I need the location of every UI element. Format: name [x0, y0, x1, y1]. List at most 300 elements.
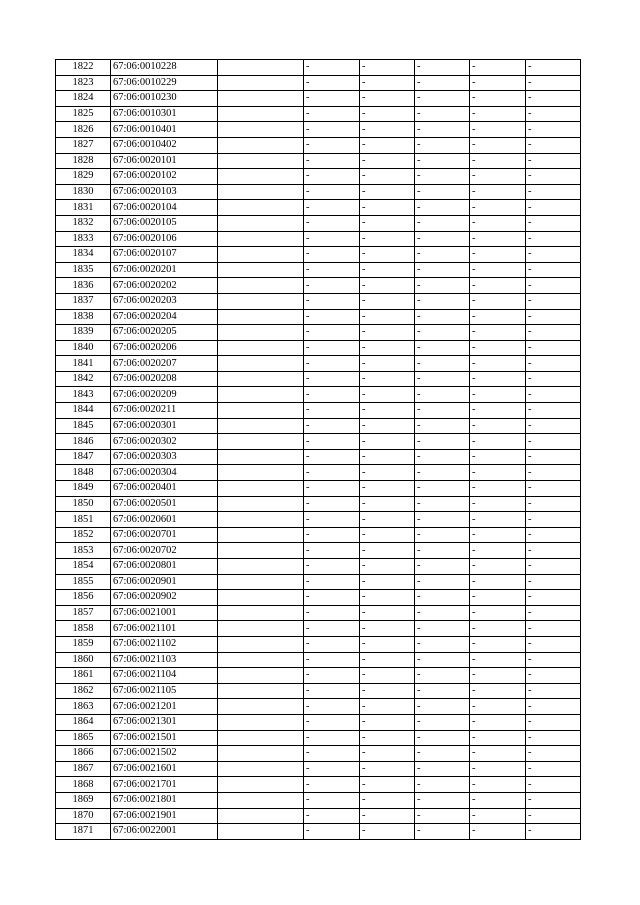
row-number-cell: 1831	[56, 200, 111, 216]
value-cell-2: -	[360, 418, 415, 434]
value-cell-3: -	[415, 403, 470, 419]
cadastral-code-cell: 67:06:0020209	[111, 387, 218, 403]
value-cell-1: -	[304, 91, 360, 107]
cadastral-code-cell: 67:06:0020201	[111, 262, 218, 278]
row-number-cell: 1823	[56, 75, 111, 91]
cadastral-code-cell: 67:06:0020103	[111, 184, 218, 200]
value-cell-3: -	[415, 559, 470, 575]
value-cell-3: -	[415, 122, 470, 138]
value-cell-2: -	[360, 746, 415, 762]
description-cell	[218, 824, 304, 840]
value-cell-2: -	[360, 465, 415, 481]
value-cell-2: -	[360, 792, 415, 808]
value-cell-4: -	[470, 621, 526, 637]
table-row	[56, 356, 581, 372]
value-cell-1: -	[304, 527, 360, 543]
value-cell-5: -	[526, 418, 581, 434]
value-cell-4: -	[470, 668, 526, 684]
value-cell-3: -	[415, 247, 470, 263]
description-cell	[218, 683, 304, 699]
value-cell-5: -	[526, 60, 581, 76]
value-cell-5: -	[526, 434, 581, 450]
description-cell	[218, 60, 304, 76]
value-cell-4: -	[470, 356, 526, 372]
value-cell-2: -	[360, 91, 415, 107]
value-cell-1: -	[304, 371, 360, 387]
value-cell-2: -	[360, 512, 415, 528]
value-cell-1: -	[304, 449, 360, 465]
description-cell	[218, 247, 304, 263]
row-number-cell: 1824	[56, 91, 111, 107]
table-row	[56, 730, 581, 746]
table-row	[56, 75, 581, 91]
value-cell-3: -	[415, 761, 470, 777]
value-cell-1: -	[304, 746, 360, 762]
value-cell-5: -	[526, 340, 581, 356]
table-row	[56, 574, 581, 590]
value-cell-2: -	[360, 777, 415, 793]
row-number-cell: 1834	[56, 247, 111, 263]
value-cell-1: -	[304, 75, 360, 91]
row-number-cell: 1861	[56, 668, 111, 684]
value-cell-4: -	[470, 636, 526, 652]
description-cell	[218, 434, 304, 450]
table-row	[56, 60, 581, 76]
cadastral-code-cell: 67:06:0010301	[111, 106, 218, 122]
value-cell-1: -	[304, 730, 360, 746]
value-cell-5: -	[526, 106, 581, 122]
value-cell-2: -	[360, 730, 415, 746]
table-row	[56, 122, 581, 138]
table-row	[56, 169, 581, 185]
row-number-cell: 1858	[56, 621, 111, 637]
value-cell-5: -	[526, 792, 581, 808]
value-cell-5: -	[526, 621, 581, 637]
value-cell-1: -	[304, 137, 360, 153]
row-number-cell: 1833	[56, 231, 111, 247]
table-row	[56, 106, 581, 122]
cadastral-code-cell: 67:06:0020101	[111, 153, 218, 169]
value-cell-4: -	[470, 184, 526, 200]
value-cell-1: -	[304, 200, 360, 216]
value-cell-1: -	[304, 808, 360, 824]
value-cell-5: -	[526, 574, 581, 590]
table-row	[56, 824, 581, 840]
value-cell-1: -	[304, 714, 360, 730]
value-cell-5: -	[526, 496, 581, 512]
value-cell-1: -	[304, 184, 360, 200]
row-number-cell: 1836	[56, 278, 111, 294]
row-number-cell: 1862	[56, 683, 111, 699]
value-cell-5: -	[526, 746, 581, 762]
value-cell-4: -	[470, 730, 526, 746]
value-cell-5: -	[526, 247, 581, 263]
value-cell-1: -	[304, 309, 360, 325]
value-cell-4: -	[470, 137, 526, 153]
description-cell	[218, 808, 304, 824]
value-cell-5: -	[526, 465, 581, 481]
cadastral-code-cell: 67:06:0020801	[111, 559, 218, 575]
description-cell	[218, 418, 304, 434]
description-cell	[218, 668, 304, 684]
cadastral-code-cell: 67:06:0021801	[111, 792, 218, 808]
row-number-cell: 1828	[56, 153, 111, 169]
cadastral-code-cell: 67:06:0020206	[111, 340, 218, 356]
description-cell	[218, 574, 304, 590]
row-number-cell: 1841	[56, 356, 111, 372]
value-cell-2: -	[360, 761, 415, 777]
description-cell	[218, 590, 304, 606]
row-number-cell: 1857	[56, 605, 111, 621]
table-row	[56, 683, 581, 699]
value-cell-4: -	[470, 418, 526, 434]
row-number-cell: 1845	[56, 418, 111, 434]
cadastral-code-cell: 67:06:0020501	[111, 496, 218, 512]
value-cell-3: -	[415, 527, 470, 543]
cadastral-code-cell: 67:06:0021701	[111, 777, 218, 793]
value-cell-1: -	[304, 356, 360, 372]
value-cell-2: -	[360, 153, 415, 169]
table-row	[56, 527, 581, 543]
row-number-cell: 1837	[56, 293, 111, 309]
value-cell-2: -	[360, 434, 415, 450]
value-cell-4: -	[470, 340, 526, 356]
value-cell-2: -	[360, 106, 415, 122]
value-cell-1: -	[304, 215, 360, 231]
value-cell-3: -	[415, 309, 470, 325]
description-cell	[218, 387, 304, 403]
value-cell-2: -	[360, 387, 415, 403]
value-cell-5: -	[526, 683, 581, 699]
value-cell-4: -	[470, 106, 526, 122]
value-cell-2: -	[360, 75, 415, 91]
value-cell-5: -	[526, 543, 581, 559]
cadastral-code-cell: 67:06:0020107	[111, 247, 218, 263]
value-cell-3: -	[415, 699, 470, 715]
cadastral-code-cell: 67:06:0021101	[111, 621, 218, 637]
table-row	[56, 808, 581, 824]
row-number-cell: 1859	[56, 636, 111, 652]
value-cell-2: -	[360, 481, 415, 497]
value-cell-2: -	[360, 215, 415, 231]
description-cell	[218, 792, 304, 808]
description-cell	[218, 137, 304, 153]
cadastral-code-cell: 67:06:0021104	[111, 668, 218, 684]
row-number-cell: 1838	[56, 309, 111, 325]
value-cell-5: -	[526, 169, 581, 185]
value-cell-3: -	[415, 824, 470, 840]
cadastral-code-cell: 67:06:0020902	[111, 590, 218, 606]
row-number-cell: 1866	[56, 746, 111, 762]
description-cell	[218, 231, 304, 247]
row-number-cell: 1864	[56, 714, 111, 730]
value-cell-1: -	[304, 496, 360, 512]
row-number-cell: 1863	[56, 699, 111, 715]
description-cell	[218, 371, 304, 387]
value-cell-3: -	[415, 278, 470, 294]
cadastral-code-cell: 67:06:0020401	[111, 481, 218, 497]
table-row	[56, 481, 581, 497]
description-cell	[218, 699, 304, 715]
table-row	[56, 668, 581, 684]
value-cell-5: -	[526, 481, 581, 497]
value-cell-5: -	[526, 293, 581, 309]
value-cell-5: -	[526, 309, 581, 325]
value-cell-4: -	[470, 543, 526, 559]
value-cell-3: -	[415, 434, 470, 450]
cadastral-code-cell: 67:06:0010228	[111, 60, 218, 76]
value-cell-2: -	[360, 356, 415, 372]
value-cell-2: -	[360, 636, 415, 652]
description-cell	[218, 527, 304, 543]
cadastral-code-cell: 67:06:0020701	[111, 527, 218, 543]
value-cell-1: -	[304, 761, 360, 777]
value-cell-1: -	[304, 559, 360, 575]
description-cell	[218, 761, 304, 777]
cadastral-code-cell: 67:06:0021001	[111, 605, 218, 621]
value-cell-2: -	[360, 605, 415, 621]
value-cell-3: -	[415, 808, 470, 824]
value-cell-4: -	[470, 325, 526, 341]
table-row	[56, 465, 581, 481]
value-cell-1: -	[304, 247, 360, 263]
cadastral-code-cell: 67:06:0010401	[111, 122, 218, 138]
description-cell	[218, 714, 304, 730]
description-cell	[218, 325, 304, 341]
row-number-cell: 1847	[56, 449, 111, 465]
description-cell	[218, 621, 304, 637]
table-row	[56, 652, 581, 668]
cadastral-code-cell: 67:06:0020102	[111, 169, 218, 185]
value-cell-2: -	[360, 340, 415, 356]
cadastral-code-cell: 67:06:0021201	[111, 699, 218, 715]
value-cell-3: -	[415, 730, 470, 746]
table-row	[56, 137, 581, 153]
cadastral-code-cell: 67:06:0020205	[111, 325, 218, 341]
value-cell-1: -	[304, 621, 360, 637]
value-cell-4: -	[470, 559, 526, 575]
value-cell-1: -	[304, 574, 360, 590]
value-cell-1: -	[304, 278, 360, 294]
value-cell-4: -	[470, 496, 526, 512]
value-cell-4: -	[470, 527, 526, 543]
value-cell-5: -	[526, 262, 581, 278]
table-row	[56, 262, 581, 278]
value-cell-5: -	[526, 559, 581, 575]
value-cell-3: -	[415, 543, 470, 559]
value-cell-1: -	[304, 481, 360, 497]
value-cell-2: -	[360, 137, 415, 153]
row-number-cell: 1851	[56, 512, 111, 528]
value-cell-1: -	[304, 262, 360, 278]
table-row	[56, 636, 581, 652]
description-cell	[218, 262, 304, 278]
value-cell-3: -	[415, 231, 470, 247]
value-cell-5: -	[526, 356, 581, 372]
value-cell-2: -	[360, 559, 415, 575]
value-cell-3: -	[415, 106, 470, 122]
value-cell-3: -	[415, 574, 470, 590]
value-cell-3: -	[415, 137, 470, 153]
cadastral-code-cell: 67:06:0020208	[111, 371, 218, 387]
table-row	[56, 200, 581, 216]
row-number-cell: 1860	[56, 652, 111, 668]
value-cell-4: -	[470, 262, 526, 278]
value-cell-3: -	[415, 605, 470, 621]
description-cell	[218, 169, 304, 185]
row-number-cell: 1843	[56, 387, 111, 403]
description-cell	[218, 481, 304, 497]
value-cell-4: -	[470, 714, 526, 730]
value-cell-1: -	[304, 387, 360, 403]
value-cell-4: -	[470, 293, 526, 309]
value-cell-4: -	[470, 824, 526, 840]
table-row	[56, 761, 581, 777]
value-cell-4: -	[470, 309, 526, 325]
row-number-cell: 1856	[56, 590, 111, 606]
description-cell	[218, 309, 304, 325]
table-row	[56, 559, 581, 575]
value-cell-5: -	[526, 605, 581, 621]
value-cell-3: -	[415, 481, 470, 497]
value-cell-2: -	[360, 293, 415, 309]
cadastral-code-cell: 67:06:0020202	[111, 278, 218, 294]
description-cell	[218, 293, 304, 309]
description-cell	[218, 730, 304, 746]
value-cell-3: -	[415, 792, 470, 808]
value-cell-3: -	[415, 215, 470, 231]
value-cell-5: -	[526, 761, 581, 777]
value-cell-5: -	[526, 231, 581, 247]
value-cell-1: -	[304, 605, 360, 621]
value-cell-2: -	[360, 527, 415, 543]
value-cell-4: -	[470, 169, 526, 185]
cadastral-code-cell: 67:06:0020207	[111, 356, 218, 372]
value-cell-5: -	[526, 808, 581, 824]
value-cell-4: -	[470, 761, 526, 777]
value-cell-2: -	[360, 621, 415, 637]
value-cell-3: -	[415, 60, 470, 76]
cadastral-code-cell: 67:06:0021105	[111, 683, 218, 699]
value-cell-2: -	[360, 808, 415, 824]
cadastral-code-cell: 67:06:0020104	[111, 200, 218, 216]
table-row	[56, 371, 581, 387]
value-cell-4: -	[470, 247, 526, 263]
value-cell-2: -	[360, 231, 415, 247]
value-cell-1: -	[304, 699, 360, 715]
row-number-cell: 1827	[56, 137, 111, 153]
value-cell-4: -	[470, 590, 526, 606]
table-row	[56, 325, 581, 341]
row-number-cell: 1839	[56, 325, 111, 341]
value-cell-4: -	[470, 652, 526, 668]
value-cell-1: -	[304, 792, 360, 808]
value-cell-5: -	[526, 403, 581, 419]
value-cell-3: -	[415, 683, 470, 699]
value-cell-4: -	[470, 60, 526, 76]
description-cell	[218, 75, 304, 91]
table-row	[56, 590, 581, 606]
value-cell-1: -	[304, 824, 360, 840]
value-cell-5: -	[526, 215, 581, 231]
value-cell-2: -	[360, 699, 415, 715]
value-cell-1: -	[304, 403, 360, 419]
cadastral-code-cell: 67:06:0020304	[111, 465, 218, 481]
value-cell-4: -	[470, 231, 526, 247]
value-cell-1: -	[304, 683, 360, 699]
value-cell-5: -	[526, 652, 581, 668]
value-cell-3: -	[415, 340, 470, 356]
table-row	[56, 387, 581, 403]
table-row	[56, 449, 581, 465]
value-cell-1: -	[304, 652, 360, 668]
value-cell-3: -	[415, 512, 470, 528]
value-cell-5: -	[526, 91, 581, 107]
description-cell	[218, 403, 304, 419]
value-cell-1: -	[304, 293, 360, 309]
cadastral-code-cell: 67:06:0020301	[111, 418, 218, 434]
table-row	[56, 746, 581, 762]
row-number-cell: 1822	[56, 60, 111, 76]
row-number-cell: 1832	[56, 215, 111, 231]
row-number-cell: 1853	[56, 543, 111, 559]
row-number-cell: 1848	[56, 465, 111, 481]
value-cell-5: -	[526, 122, 581, 138]
table-row	[56, 434, 581, 450]
value-cell-1: -	[304, 636, 360, 652]
table-row	[56, 340, 581, 356]
cadastral-code-cell: 67:06:0010229	[111, 75, 218, 91]
value-cell-2: -	[360, 325, 415, 341]
value-cell-4: -	[470, 200, 526, 216]
value-cell-2: -	[360, 169, 415, 185]
value-cell-3: -	[415, 371, 470, 387]
value-cell-3: -	[415, 293, 470, 309]
value-cell-5: -	[526, 371, 581, 387]
value-cell-3: -	[415, 636, 470, 652]
value-cell-4: -	[470, 278, 526, 294]
description-cell	[218, 278, 304, 294]
table-row	[56, 418, 581, 434]
value-cell-4: -	[470, 746, 526, 762]
value-cell-2: -	[360, 278, 415, 294]
value-cell-3: -	[415, 169, 470, 185]
row-number-cell: 1870	[56, 808, 111, 824]
value-cell-4: -	[470, 215, 526, 231]
cadastral-code-cell: 67:06:0020601	[111, 512, 218, 528]
value-cell-3: -	[415, 621, 470, 637]
cadastral-code-cell: 67:06:0020211	[111, 403, 218, 419]
value-cell-1: -	[304, 543, 360, 559]
value-cell-5: -	[526, 527, 581, 543]
value-cell-2: -	[360, 824, 415, 840]
value-cell-4: -	[470, 371, 526, 387]
description-cell	[218, 153, 304, 169]
description-cell	[218, 106, 304, 122]
cadastral-code-cell: 67:06:0021301	[111, 714, 218, 730]
description-cell	[218, 496, 304, 512]
cadastral-code-cell: 67:06:0010402	[111, 137, 218, 153]
table-row	[56, 605, 581, 621]
value-cell-5: -	[526, 184, 581, 200]
value-cell-3: -	[415, 262, 470, 278]
value-cell-3: -	[415, 449, 470, 465]
table-row	[56, 293, 581, 309]
table-row	[56, 777, 581, 793]
cadastral-code-cell: 67:06:0020702	[111, 543, 218, 559]
row-number-cell: 1829	[56, 169, 111, 185]
value-cell-3: -	[415, 777, 470, 793]
